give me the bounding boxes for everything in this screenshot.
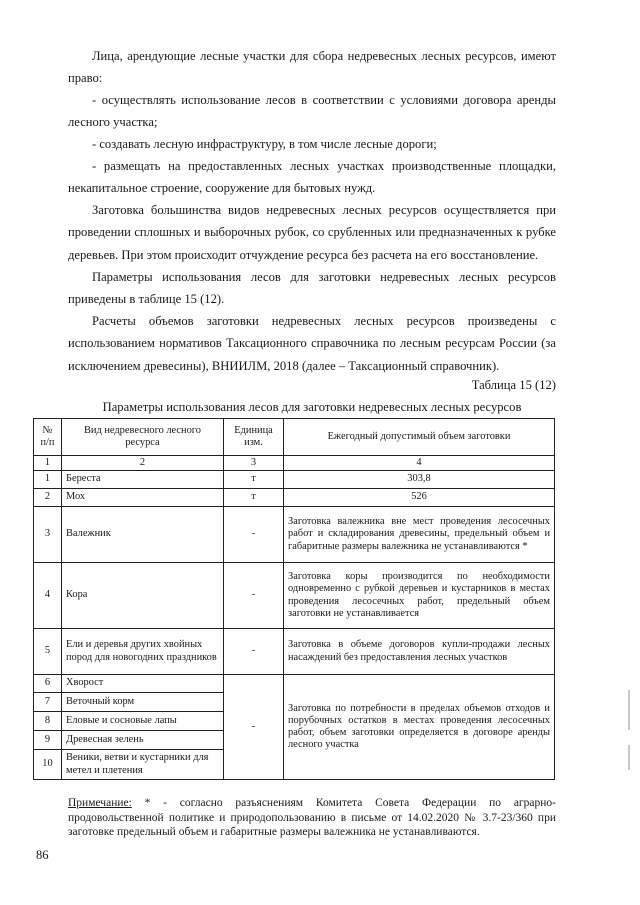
resource-name: Еловые и сосновые лапы: [62, 712, 224, 731]
paragraph-right-infrastructure: - создавать лесную инфраструктуру, в том числе лесные дороги;: [92, 137, 437, 151]
group-unit-value: -: [224, 675, 284, 780]
table-row: [34, 471, 555, 489]
row-number: 3: [34, 507, 62, 563]
header-volume: Ежегодный допустимый объем заготовки: [284, 419, 555, 456]
column-number: 2: [62, 456, 224, 471]
column-number: 4: [284, 456, 555, 471]
column-number: 1: [34, 456, 62, 471]
resource-name: Веники, ветви и кустарники для метел и плетения: [62, 750, 224, 780]
table-title: Параметры использования лесов для заготовки недревесных лесных ресурсов: [102, 400, 522, 414]
volume-value: 526: [284, 489, 555, 507]
parameters-table: [33, 418, 555, 780]
table-row: [34, 675, 555, 693]
table-column-numbers-row: [34, 456, 555, 471]
volume-value: Заготовка коры производится по необходимости одновременно с рубкой деревьев и кустарников в местах проведения лесосечных работ, предельный объем заготовки не устанавливается: [284, 563, 555, 629]
row-number: 9: [34, 731, 62, 750]
resource-name: Веточный корм: [62, 693, 224, 712]
row-number: 1: [34, 471, 62, 489]
scan-edge-mark: [628, 745, 630, 770]
row-number: 2: [34, 489, 62, 507]
page-number: 86: [36, 848, 49, 862]
paragraph-right-use: - осуществлять использование лесов в соответствии с условиями договора аренды лесного участка;: [68, 93, 556, 130]
header-resource: Вид недревесного лесного ресурса: [62, 419, 224, 456]
footnote: [68, 796, 556, 840]
scan-edge-mark: [628, 690, 630, 730]
unit-value: -: [224, 507, 284, 563]
header-unit: Единица изм.: [224, 419, 284, 456]
resource-name: Мох: [62, 489, 224, 507]
resource-name: Ели и деревья других хвойных пород для новогодних праздников: [62, 629, 224, 675]
row-number: 7: [34, 693, 62, 712]
paragraph-parameters: Параметры использования лесов для заготовки недревесных лесных ресурсов приведены в таблице 15 (12).: [68, 270, 556, 307]
row-number: 6: [34, 675, 62, 693]
footnote-text: * - согласно разъяснениям Комитета Совета Федерации по аграрно-продовольственной политике и природопользованию в письме от 14.02.2020 № 3.7-23/360 при заготовке предельный объем и габаритные размеры валежника не устанавливаются.: [68, 797, 556, 839]
resource-name: Хворост: [62, 675, 224, 693]
paragraph-rights: Лица, арендующие лесные участки для сбора недревесных лесных ресурсов, имеют право:: [68, 49, 556, 86]
row-number: 8: [34, 712, 62, 731]
table-header-row: [34, 419, 555, 456]
row-number: 4: [34, 563, 62, 629]
unit-value: т: [224, 471, 284, 489]
group-volume-value: Заготовка по потребности в пределах объемов отходов и порубочных остатков в местах проведения лесосечных работ, объем заготовки определяется в договоре аренды лесного участка: [284, 675, 555, 780]
paragraph-right-structures: - размещать на предоставленных лесных участках производственные площадки, некапитальное строение, сооружение для бытовых нужд.: [68, 159, 556, 196]
paragraph-calculations: Расчеты объемов заготовки недревесных лесных ресурсов произведены с использованием нормативов Таксационного справочника по лесным ресурсам России (за исключением древесины), ВНИИЛМ, 2018 (далее – Таксационный справочник).: [68, 314, 556, 373]
column-number: 3: [224, 456, 284, 471]
unit-value: т: [224, 489, 284, 507]
row-number: 10: [34, 750, 62, 780]
volume-value: Заготовка валежника вне мест проведения лесосечных работ и складирования древесины, предельный объем и габаритные размеры валежника не устанавливаются *: [284, 507, 555, 563]
resource-name: Древесная зелень: [62, 731, 224, 750]
table-row: [34, 629, 555, 675]
volume-value: Заготовка в объеме договоров купли-продажи лесных насаждений без предоставления лесных участков: [284, 629, 555, 675]
table-row: [34, 489, 555, 507]
resource-name: Валежник: [62, 507, 224, 563]
unit-value: -: [224, 629, 284, 675]
table-row: [34, 507, 555, 563]
table-label: Таблица 15 (12): [471, 378, 556, 392]
table-row: [34, 563, 555, 629]
header-number: № п/п: [34, 419, 62, 456]
footnote-label: Примечание:: [68, 797, 132, 809]
unit-value: -: [224, 563, 284, 629]
row-number: 5: [34, 629, 62, 675]
resource-name: Кора: [62, 563, 224, 629]
resource-name: Береста: [62, 471, 224, 489]
volume-value: 303,8: [284, 471, 555, 489]
paragraph-harvesting: Заготовка большинства видов недревесных лесных ресурсов осуществляется при проведении сплошных и выборочных рубок, со срубленных или предназначенных к рубке деревьев. При этом происходит отчуждение ресурса без расчета на его восстановление.: [68, 203, 556, 262]
